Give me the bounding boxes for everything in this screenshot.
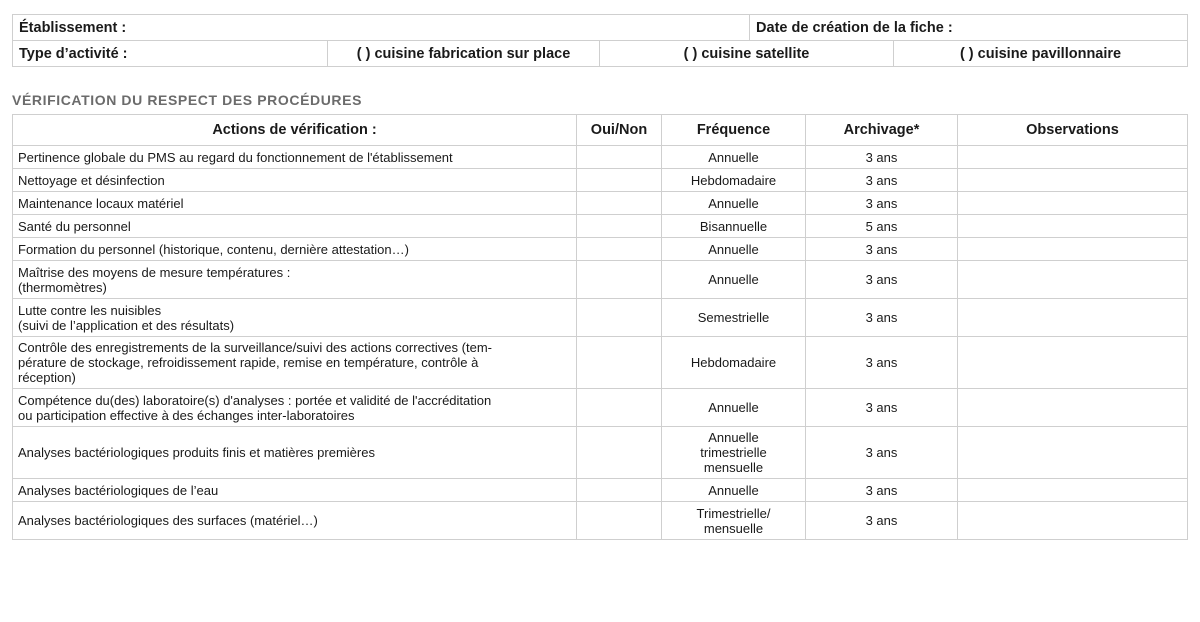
frequence-cell: Hebdomadaire <box>662 169 806 192</box>
oui-non-cell[interactable] <box>577 261 662 299</box>
action-cell: Maintenance locaux matériel <box>13 192 577 215</box>
archivage-cell: 3 ans <box>806 192 958 215</box>
frequence-cell: Annuelle <box>662 192 806 215</box>
col-header-frequence: Fréquence <box>662 115 806 146</box>
observations-cell[interactable] <box>958 215 1188 238</box>
col-header-oui-non: Oui/Non <box>577 115 662 146</box>
action-cell: Lutte contre les nuisibles (suivi de l’application et des résultats) <box>13 299 577 337</box>
col-header-observations: Observations <box>958 115 1188 146</box>
observations-cell[interactable] <box>958 502 1188 540</box>
table-row <box>13 215 1188 238</box>
action-cell: Santé du personnel <box>13 215 577 238</box>
observations-cell[interactable] <box>958 479 1188 502</box>
oui-non-cell[interactable] <box>577 479 662 502</box>
archivage-cell: 3 ans <box>806 337 958 389</box>
oui-non-cell[interactable] <box>577 215 662 238</box>
oui-non-cell[interactable] <box>577 238 662 261</box>
observations-cell[interactable] <box>958 261 1188 299</box>
archivage-cell: 3 ans <box>806 389 958 427</box>
archivage-cell: 3 ans <box>806 169 958 192</box>
oui-non-cell[interactable] <box>577 169 662 192</box>
establishment-header-table <box>12 14 1188 67</box>
observations-cell[interactable] <box>958 337 1188 389</box>
frequence-cell: Annuelle trimestrielle mensuelle <box>662 427 806 479</box>
table-row <box>13 389 1188 427</box>
option-cuisine-pavillonnaire[interactable]: ( ) cuisine pavillonnaire <box>894 41 1188 67</box>
frequence-cell: Annuelle <box>662 479 806 502</box>
observations-cell[interactable] <box>958 169 1188 192</box>
table-row <box>13 427 1188 479</box>
action-cell: Analyses bactériologiques produits finis et matières premières <box>13 427 577 479</box>
frequence-cell: Bisannuelle <box>662 215 806 238</box>
observations-cell[interactable] <box>958 299 1188 337</box>
section-title: VÉRIFICATION DU RESPECT DES PROCÉDURES <box>12 92 363 108</box>
table-row <box>13 299 1188 337</box>
etablissement-label: Établissement : <box>13 15 750 41</box>
action-cell: Formation du personnel (historique, contenu, dernière attestation…) <box>13 238 577 261</box>
frequence-cell: Hebdomadaire <box>662 337 806 389</box>
option-cuisine-satellite[interactable]: ( ) cuisine satellite <box>600 41 894 67</box>
observations-cell[interactable] <box>958 427 1188 479</box>
action-cell: Compétence du(des) laboratoire(s) d'analyses : portée et validité de l'accréditation ou participation effective à des échanges inter-laboratoires <box>13 389 577 427</box>
observations-cell[interactable] <box>958 192 1188 215</box>
archivage-cell: 3 ans <box>806 427 958 479</box>
archivage-cell: 3 ans <box>806 479 958 502</box>
oui-non-cell[interactable] <box>577 337 662 389</box>
archivage-cell: 5 ans <box>806 215 958 238</box>
date-creation-label: Date de création de la fiche : <box>750 15 1188 41</box>
oui-non-cell[interactable] <box>577 299 662 337</box>
frequence-cell: Annuelle <box>662 389 806 427</box>
table-row <box>13 169 1188 192</box>
col-header-actions: Actions de vérification : <box>13 115 577 146</box>
archivage-cell: 3 ans <box>806 299 958 337</box>
oui-non-cell[interactable] <box>577 502 662 540</box>
archivage-cell: 3 ans <box>806 146 958 169</box>
frequence-cell: Annuelle <box>662 146 806 169</box>
action-cell: Analyses bactériologiques des surfaces (matériel…) <box>13 502 577 540</box>
archivage-cell: 3 ans <box>806 502 958 540</box>
oui-non-cell[interactable] <box>577 389 662 427</box>
table-row <box>13 337 1188 389</box>
action-cell: Contrôle des enregistrements de la surveillance/suivi des actions correctives (tem- pérature de stockage, refroidissement rapide, remise en température, contrôle à réception) <box>13 337 577 389</box>
table-row <box>13 238 1188 261</box>
table-row <box>13 146 1188 169</box>
observations-cell[interactable] <box>958 146 1188 169</box>
archivage-cell: 3 ans <box>806 238 958 261</box>
type-activite-label: Type d’activité : <box>13 41 328 67</box>
table-row <box>13 479 1188 502</box>
verification-table <box>12 114 1188 540</box>
action-cell: Maîtrise des moyens de mesure températures : (thermomètres) <box>13 261 577 299</box>
oui-non-cell[interactable] <box>577 146 662 169</box>
observations-cell[interactable] <box>958 389 1188 427</box>
oui-non-cell[interactable] <box>577 427 662 479</box>
table-header-row <box>13 115 1188 146</box>
table-row <box>13 261 1188 299</box>
col-header-archivage: Archivage* <box>806 115 958 146</box>
action-cell: Analyses bactériologiques de l’eau <box>13 479 577 502</box>
action-cell: Nettoyage et désinfection <box>13 169 577 192</box>
observations-cell[interactable] <box>958 238 1188 261</box>
frequence-cell: Annuelle <box>662 261 806 299</box>
frequence-cell: Semestrielle <box>662 299 806 337</box>
action-cell: Pertinence globale du PMS au regard du fonctionnement de l'établissement <box>13 146 577 169</box>
option-cuisine-sur-place[interactable]: ( ) cuisine fabrication sur place <box>328 41 600 67</box>
oui-non-cell[interactable] <box>577 192 662 215</box>
frequence-cell: Trimestrielle/ mensuelle <box>662 502 806 540</box>
frequence-cell: Annuelle <box>662 238 806 261</box>
archivage-cell: 3 ans <box>806 261 958 299</box>
table-row <box>13 502 1188 540</box>
table-row <box>13 192 1188 215</box>
